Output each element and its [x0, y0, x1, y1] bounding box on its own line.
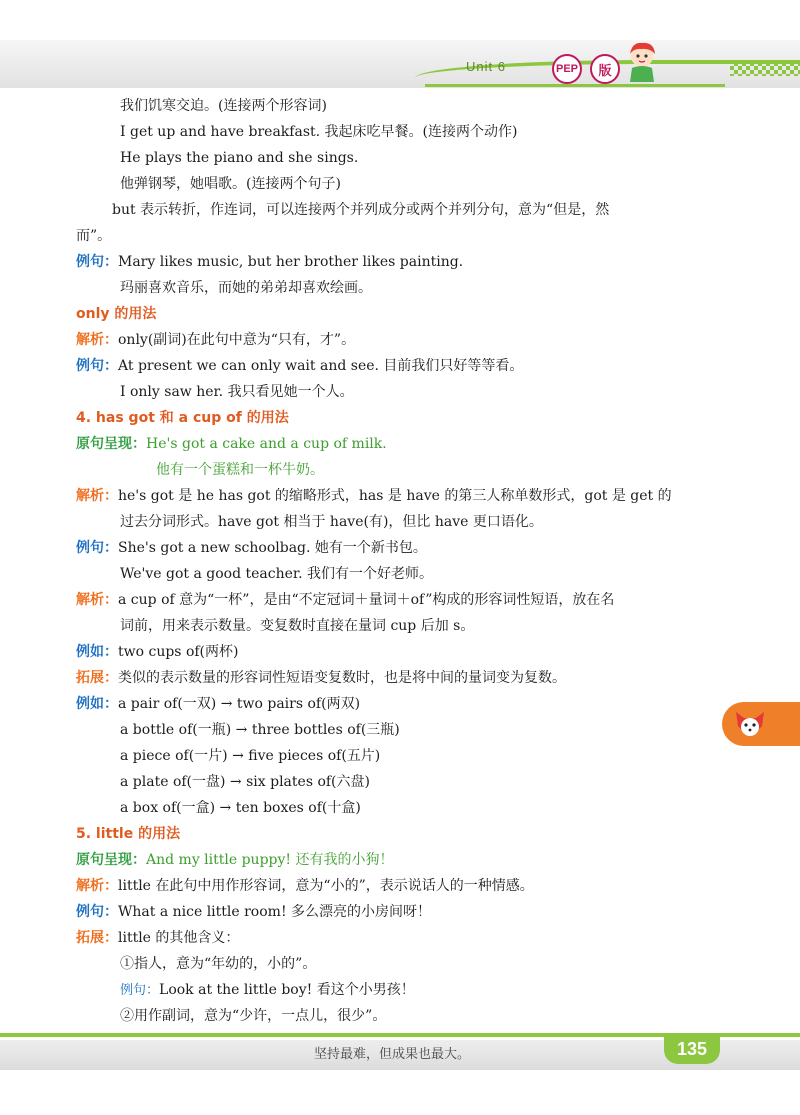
edition-badge: 版 [590, 54, 620, 84]
fox-face-icon [732, 706, 768, 742]
text-line: a plate of(一盘) → six plates of(六盘) [120, 774, 370, 790]
such-as-tag: 例如： [76, 644, 118, 660]
example-tag: 例句： [76, 540, 118, 556]
example-line: 例句：At present we can only wait and see. 目前我们只好等等看。 [76, 358, 524, 374]
text-line: a bottle of(一瓶) → three bottles of(三瓶) [120, 722, 400, 738]
such-as-line: 例如：a pair of(一双) → two pairs of(两双) [76, 696, 361, 712]
translation-line: 他有一个蛋糕和一杯牛奶。 [156, 462, 324, 478]
example-tag: 例句： [76, 904, 118, 920]
example-line: 例句：She's got a new schoolbag. 她有一个新书包。 [76, 540, 427, 556]
text-line: 而”。 [76, 228, 112, 244]
text-line: 他弹钢琴，她唱歌。(连接两个句子) [120, 176, 341, 192]
unit-label: Unit 6 [466, 59, 506, 74]
original-tag: 原句呈现： [76, 436, 146, 452]
footer-motto: 坚持最难，但成果也最大。 [313, 1047, 470, 1062]
analysis-line: 解析：only(副词)在此句中意为“只有，才”。 [76, 332, 356, 348]
section-heading: only 的用法 [76, 306, 157, 322]
analysis-line: 解析：he's got 是 he has got 的缩略形式，has 是 have 的第三人称单数形式，got 是 get 的 [76, 488, 672, 504]
extend-line: 拓展：类似的表示数量的形容词性短语变复数时，也是将中间的量词变为复数。 [76, 670, 566, 686]
example-line: 例句：Mary likes music, but her brother likes painting. [76, 254, 464, 270]
text-line: a box of(一盒) → ten boxes of(十盒) [120, 800, 361, 816]
extend-tag: 拓展： [76, 930, 118, 946]
analysis-tag: 解析： [76, 592, 118, 608]
original-line: 原句呈现：And my little puppy! 还有我的小狗！ [76, 852, 394, 868]
text-line: 词前，用来表示数量。变复数时直接在量词 cup 后加 s。 [120, 618, 475, 634]
text-line: I get up and have breakfast. 我起床吃早餐。(连接两个动作) [120, 124, 518, 140]
pep-badge: PEP [552, 54, 582, 84]
analysis-tag: 解析： [76, 332, 118, 348]
such-as-tag: 例如： [76, 696, 118, 712]
text-line: ②用作副词，意为“少许，一点儿，很少”。 [120, 1008, 387, 1024]
text-line: I only saw her. 我只看见她一个人。 [120, 384, 354, 400]
text-line: He plays the piano and she sings. [120, 150, 359, 166]
text-line: 我们饥寒交迫。(连接两个形容词) [120, 98, 327, 114]
analysis-tag: 解析： [76, 878, 118, 894]
text-line: We've got a good teacher. 我们有一个好老师。 [120, 566, 433, 582]
such-as-line: 例如：two cups of(两杯) [76, 644, 239, 660]
text-line: 过去分词形式。have got 相当于 have(有)，但比 have 更口语化。 [120, 514, 543, 530]
extend-tag: 拓展： [76, 670, 118, 686]
example-tag: 例句： [76, 254, 118, 270]
example-tag: 例句： [76, 358, 118, 374]
text-line: a piece of(一片) → five pieces of(五片) [120, 748, 381, 764]
section-heading: 4. has got 和 a cup of 的用法 [76, 410, 289, 426]
section-heading: 5. little 的用法 [76, 826, 181, 842]
example-line: 例句：What a nice little room! 多么漂亮的小房间呀！ [76, 904, 432, 920]
original-tag: 原句呈现： [76, 852, 146, 868]
analysis-line: 解析：a cup of 意为“一杯”，是由“不定冠词＋量词＋of”构成的形容词性短语，放在名 [76, 592, 615, 608]
page-number: 135 [664, 1034, 720, 1064]
sub-example-tag: 例句： [120, 983, 160, 998]
text-line: ①指人，意为“年幼的，小的”。 [120, 956, 317, 972]
text-line: but 表示转折，作连词，可以连接两个并列成分或两个并列分句，意为“但是，然 [112, 202, 610, 218]
text-line: 玛丽喜欢音乐，而她的弟弟却喜欢绘画。 [120, 280, 372, 296]
analysis-line: 解析：little 在此句中用作形容词，意为“小的”，表示说话人的一种情感。 [76, 878, 534, 894]
extend-line: 拓展：little 的其他含义： [76, 930, 240, 946]
analysis-tag: 解析： [76, 488, 118, 504]
sub-example-line: 例句：Look at the little boy! 看这个小男孩！ [120, 982, 415, 998]
original-line: 原句呈现：He's got a cake and a cup of milk. [76, 436, 387, 452]
